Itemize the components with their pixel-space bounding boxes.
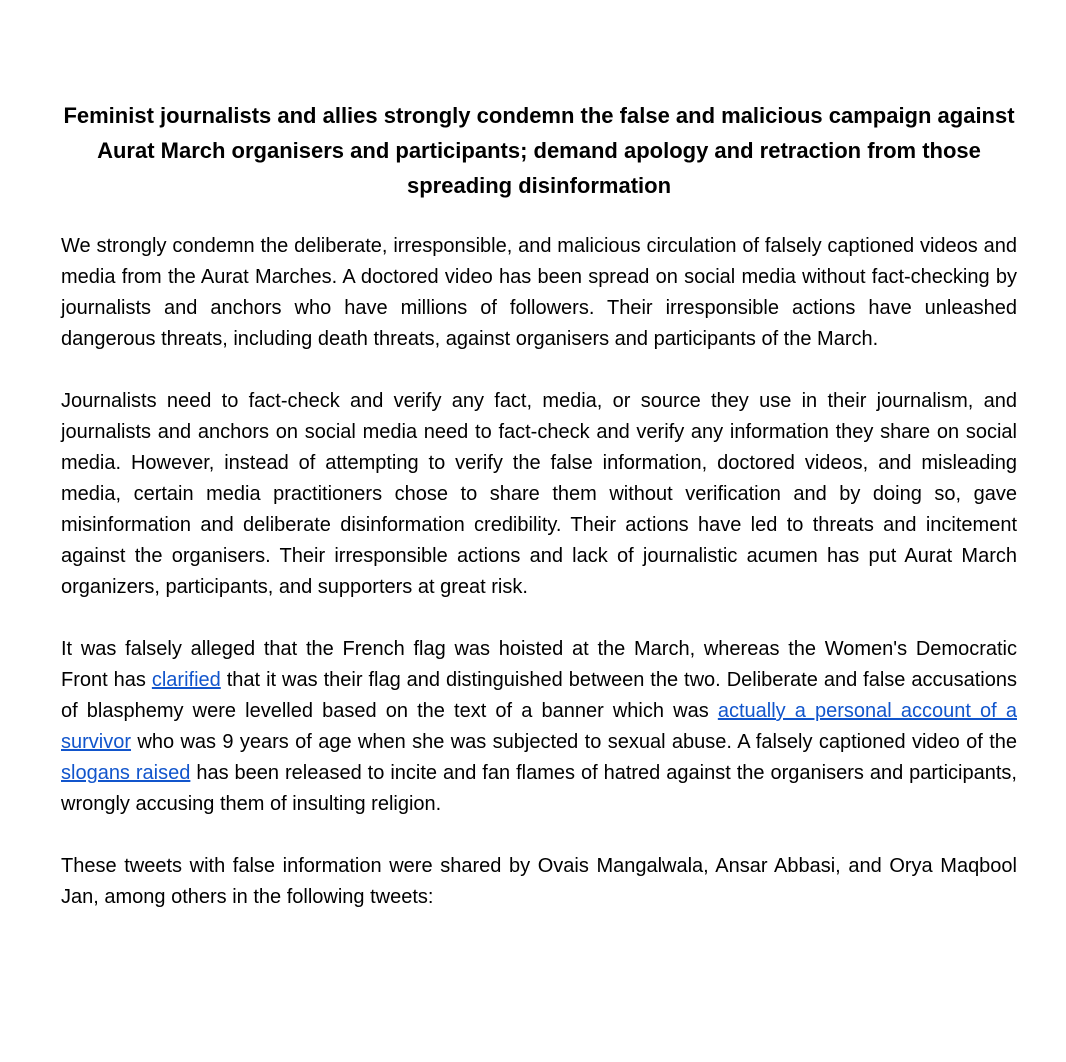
paragraph-3-text-4: has been released to incite and fan flames of hatred against the organisers and participants, wrongly accusing them of insulting religion. xyxy=(61,762,1017,815)
paragraph-3-text-1: It was falsely alleged that the French flag was hoisted at the March, whereas the Women's Democratic Front has xyxy=(61,638,1017,691)
paragraph-1: We strongly condemn the deliberate, irresponsible, and malicious circulation of falsely captioned videos and media from the Aurat Marches. A doctored video has been spread on social media without fact-checking by journalists and anchors who have millions of followers. Their irresponsible actions have unleashed dangerous threats, including death threats, against organisers and participants of the March. xyxy=(61,235,1017,350)
paragraph-4: These tweets with false information were shared by Ovais Mangalwala, Ansar Abbasi, and Orya Maqbool Jan, among others in the following tweets: xyxy=(61,855,1017,908)
paragraph-3 xyxy=(61,634,1017,820)
link-slogans-raised[interactable]: slogans raised xyxy=(61,762,191,784)
link-survivor-account[interactable]: actually a personal account of a survivor xyxy=(61,700,1017,753)
document-title: Feminist journalists and allies strongly condemn the false and malicious campaign against Aurat March organisers and participants; demand apology and retraction from those spreading disinformation xyxy=(63,103,1015,198)
link-clarified[interactable]: clarified xyxy=(151,669,221,691)
paragraph-3-text-2: that it was their flag and distinguished between the two. Deliberate and false accusations of blasphemy were levelled based on the text of a banner which was xyxy=(61,669,1017,722)
paragraph-2: Journalists need to fact-check and verify any fact, media, or source they use in their journalism, and journalists and anchors on social media need to fact-check and verify any information they share on social media. However, instead of attempting to verify the false information, doctored videos, and misleading media, certain media practitioners chose to share them without verification and by doing so, gave misinformation and deliberate disinformation credibility. Their actions have led to threats and incitement against the organisers. Their irresponsible actions and lack of journalistic acumen has put Aurat March organizers, participants, and supporters at great risk. xyxy=(61,390,1017,598)
paragraph-3-text-3: who was 9 years of age when she was subjected to sexual abuse. A falsely captioned video of the xyxy=(131,731,1017,753)
